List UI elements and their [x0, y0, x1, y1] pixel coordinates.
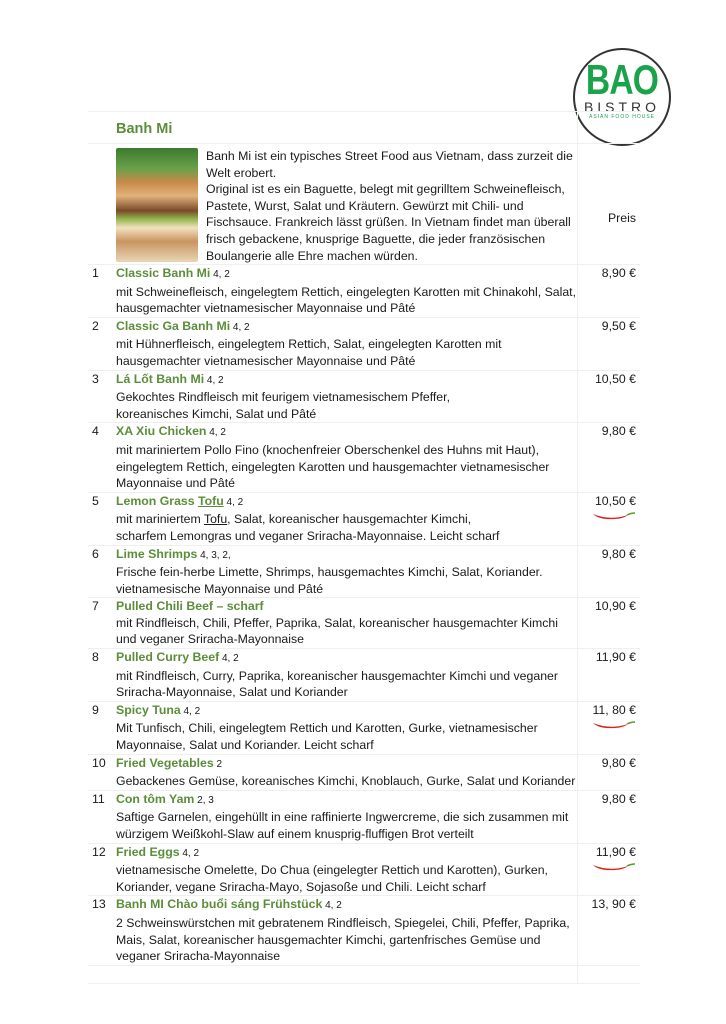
menu-item-row [88, 648, 640, 701]
item-description: mit Rindfleisch, Chili, Pfeffer, Paprika, Salat, koreanischer hausgemachter Kimchi und veganer Sriracha-Mayonnaise [116, 615, 558, 647]
allergen-codes: 4, 3, 2, [197, 549, 231, 561]
allergen-codes: 2, 3 [194, 794, 214, 806]
item-number: 5 [92, 493, 99, 508]
chili-pepper-icon [592, 512, 636, 520]
logo-subtitle: ASIAN FOOD HOUSE [588, 114, 655, 120]
item-price [578, 755, 640, 790]
item-description: mit mariniertem Pollo Fino (knochenfreier Oberschenkel des Huhns mit Haut), eingelegtem Rettich, eingelegten Karotten und hausgemachter vietnamesischer Mayonnaise und Pâté [116, 442, 550, 491]
allergen-codes: 4, 2 [219, 653, 239, 665]
item-details [116, 791, 578, 843]
menu-item-row [88, 422, 640, 491]
allergen-codes: 4, 2 [230, 321, 250, 333]
item-details [116, 896, 578, 964]
item-number: 10 [92, 755, 106, 770]
item-details [116, 423, 578, 491]
item-price [578, 844, 640, 896]
item-number: 7 [92, 599, 99, 614]
item-name: Pulled Curry Beef [116, 650, 220, 665]
price-value: 8,90 € [601, 266, 636, 280]
item-number: 3 [92, 371, 99, 386]
chili-pepper-icon [592, 721, 636, 729]
menu-table [88, 111, 640, 984]
item-description: mit mariniertem Tofu, Salat, koreanischer hausgemachter Kimchi, scharfem Lemongras und veganer Sriracha-Mayonnaise. Leicht scharf [116, 512, 500, 543]
allergen-codes: 4, 2 [210, 269, 230, 280]
intro-paragraph: Original ist es ein Baguette, belegt mit gegrilltem Schweinefleisch, Pastete, Wurst, Salat und Kräutern. Gewürzt mit Chili- und Fischsauce. Frankreich lässt grüßen. In Vietnam findet man überall frisch gebackene, knusprige Baguette, die jeder französischen Boulangerie alle Ehre machen würden. [206, 182, 571, 263]
item-price [578, 896, 640, 964]
allergen-codes: 2 [213, 758, 223, 770]
item-price [578, 493, 640, 545]
item-name: Classic Banh Mi [116, 266, 211, 280]
item-number: 2 [92, 318, 99, 333]
item-price [578, 791, 640, 843]
menu-item-row [88, 597, 640, 648]
allergen-codes: 4, 2 [204, 374, 224, 386]
item-details [116, 649, 578, 701]
menu-item-row [88, 492, 640, 545]
item-name: Lemon Grass Tofu [116, 493, 224, 508]
item-name: Con tôm Yam [116, 791, 195, 806]
menu-item-row [88, 545, 640, 598]
item-number: 8 [92, 650, 99, 665]
item-name: Spicy Tuna [116, 702, 181, 717]
item-name: XA Xiu Chicken [116, 424, 207, 439]
item-description: 2 Schweinswürstchen mit gebratenem Rindfleisch, Spiegelei, Chili, Pfeffer, Paprika, Mais, Salat, koreanischer hausgemachter Kimchi, gartenfrisches Gemüse und veganer Sriracha-Mayonnaise [116, 915, 570, 964]
intro-text [206, 144, 576, 264]
allergen-codes: 4, 2 [180, 705, 201, 717]
item-price [578, 318, 640, 370]
item-number: 9 [92, 702, 99, 717]
item-details [116, 371, 578, 423]
item-price [578, 371, 640, 423]
chili-pepper-icon [592, 863, 636, 871]
price-header: Preis [607, 211, 636, 225]
item-number: 1 [92, 266, 99, 280]
item-description: mit Schweinefleisch, eingelegtem Rettich, eingelegten Karotten mit Chinakohl, Salat, hausgemachter vietnamesischer Mayonnaise und Pâté [116, 284, 577, 316]
menu-item-row [88, 701, 640, 754]
item-number: 6 [92, 546, 99, 561]
item-number: 12 [92, 844, 106, 859]
item-price [578, 649, 640, 701]
intro-row [88, 143, 640, 264]
allergen-codes: 4, 2 [223, 496, 244, 508]
item-description: mit Hühnerfleisch, eingelegtem Rettich, Salat, eingelegten Karotten mit hausgemachter vietnamesischer Mayonnaise und Pâté [116, 337, 502, 368]
price-value: 9,80 € [601, 755, 636, 770]
allergen-codes: 4, 2 [206, 427, 226, 439]
menu-item-row [88, 317, 640, 370]
item-details [116, 546, 578, 598]
price-value: 10,90 € [594, 599, 636, 614]
item-price [578, 546, 640, 598]
item-price [578, 702, 640, 754]
item-number: 11 [92, 791, 105, 806]
item-description: vietnamesische Omelette, Do Chua (eingelegter Rettich und Karotten), Gurken, Koriander, vegane Sriracha-Mayo, Sojasoße und Chili. Leicht scharf [116, 863, 548, 894]
item-price [578, 265, 640, 317]
empty-row [88, 965, 640, 984]
item-price [578, 423, 640, 491]
item-description: mit Rindfleisch, Curry, Paprika, koreanischer hausgemachter Kimchi und veganer Sriracha-Mayonnaise, Salat und Koriander [116, 668, 558, 700]
menu-item-row [88, 895, 640, 964]
price-value: 9,80 € [601, 546, 636, 561]
item-details [116, 844, 578, 896]
menu-item-row [88, 843, 640, 896]
logo-bao: BAO [585, 56, 659, 103]
allergen-codes: 4, 2 [322, 900, 342, 912]
menu-items [88, 264, 640, 965]
section-header-row [88, 111, 640, 143]
section-title: Banh Mi [116, 112, 578, 143]
banh-mi-photo [116, 148, 198, 262]
item-name: Fried Eggs [116, 844, 180, 859]
item-details [116, 493, 578, 545]
item-description: Gebackenes Gemüse, koreanisches Kimchi, Knoblauch, Gurke, Salat und Koriander [116, 774, 576, 789]
item-number: 13 [92, 897, 106, 912]
item-description: Frische fein-herbe Limette, Shrimps, hausgemachtes Kimchi, Salat, Koriander. vietnamesische Mayonnaise und Pâté [116, 565, 543, 596]
item-details [116, 598, 578, 648]
item-description: Saftige Garnelen, eingehüllt in eine raffinierte Ingwercreme, die sich zusammen mit würzigem Weißkohl-Slaw auf einem knusprig-fluffigen Brot verteilt [116, 810, 569, 841]
menu-item-row [88, 790, 640, 843]
item-details [116, 265, 578, 317]
item-price [578, 598, 640, 648]
item-details [116, 755, 578, 790]
menu-item-row [88, 264, 640, 317]
item-details [116, 318, 578, 370]
price-value: 10,50 € [594, 493, 636, 508]
item-name: Fried Vegetables [116, 755, 214, 770]
price-value: 11, 80 € [592, 702, 636, 717]
price-value: 9,50 € [601, 318, 636, 333]
allergen-codes: 4, 2 [179, 847, 200, 859]
item-description: Mit Tunfisch, Chili, eingelegtem Rettich und Karotten, Gurke, vietnamesischer Mayonnaise, Salat und Koriander. Leicht scharf [116, 721, 538, 753]
item-details [116, 702, 578, 754]
item-name: Banh MI Chào buổi sáng Frühstück [116, 897, 323, 912]
price-value: 9,80 € [601, 791, 636, 806]
menu-item-row [88, 370, 640, 423]
price-value: 13, 90 € [591, 897, 636, 912]
menu-item-row [88, 754, 640, 790]
price-value: 9,80 € [601, 424, 636, 439]
item-number: 4 [92, 424, 99, 439]
logo-bistro: BISTRO [583, 99, 661, 115]
item-description: Gekochtes Rindfleisch mit feurigem vietnamesischem Pfeffer, koreanisches Kimchi, Salat und Pâté [116, 390, 450, 421]
item-name: Pulled Chili Beef – scharf [116, 599, 264, 614]
item-name: Classic Ga Banh Mi [116, 318, 231, 333]
price-value: 10,50 € [594, 371, 636, 386]
price-value: 11,90 € [595, 844, 636, 859]
item-name: Lime Shrimps [116, 546, 198, 561]
item-name: Lá Lốt Banh Mi [116, 371, 205, 386]
price-value: 11,90 € [595, 650, 636, 665]
intro-paragraph: Banh Mi ist ein typisches Street Food aus Vietnam, dass zurzeit die Welt erobert. [206, 149, 573, 180]
